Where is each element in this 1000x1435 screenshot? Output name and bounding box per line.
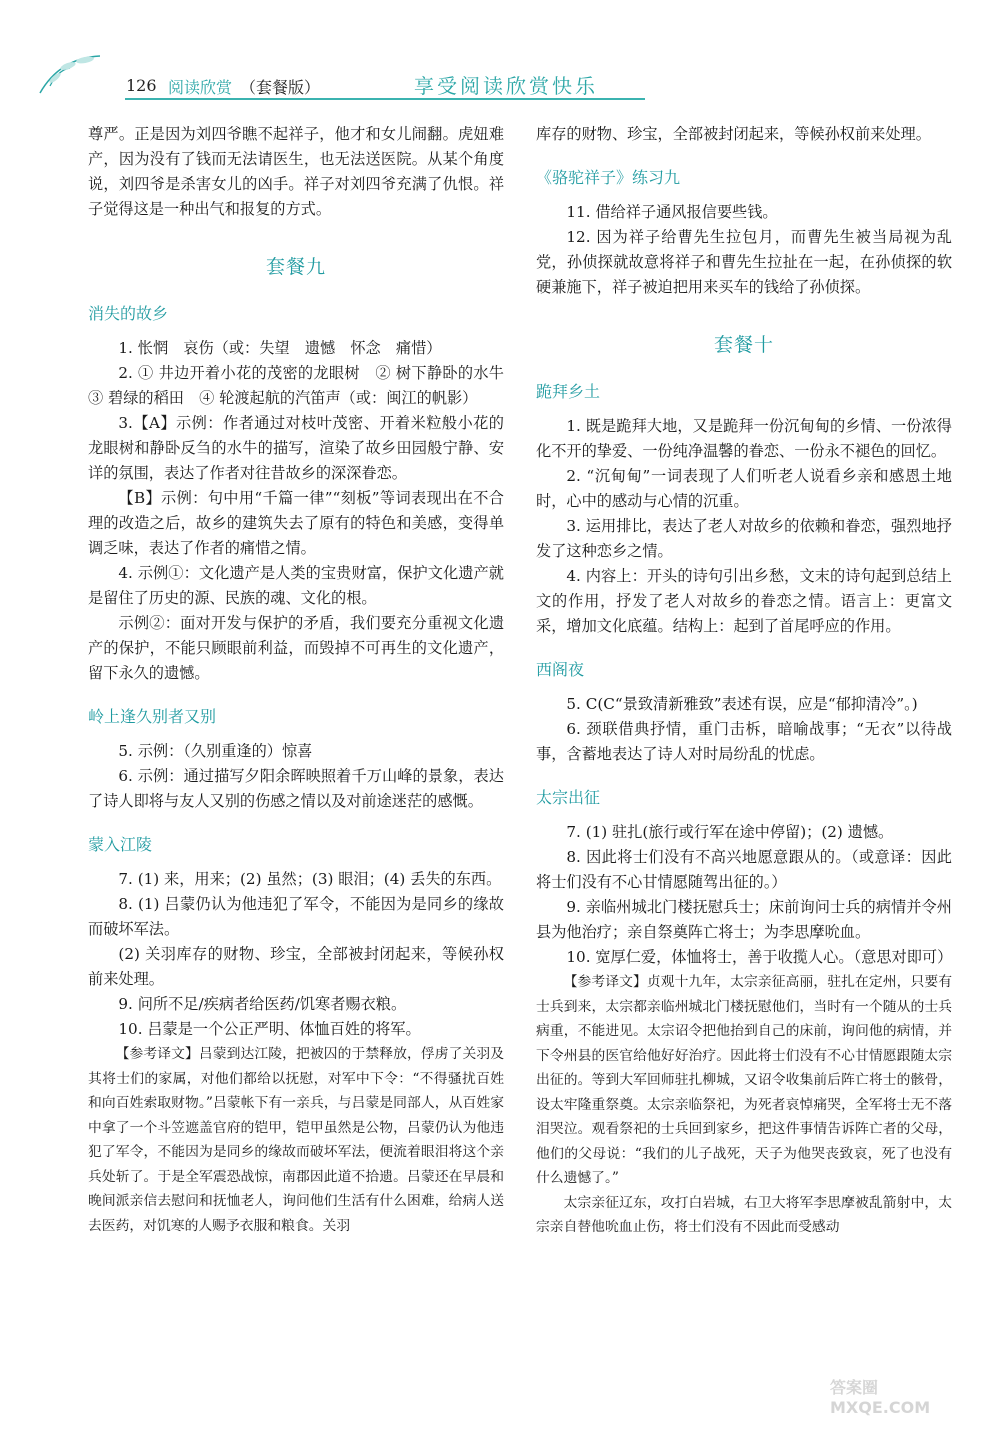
answer-item: 2. ① 井边开着小花的茂密的龙眼树 ② 树下静卧的水牛 ③ 碧绿的稻田 ④ 轮渡起航的汽笛声（或：闽江的帆影）: [88, 364, 520, 407]
section-title: 消失的故乡: [88, 304, 169, 323]
page-number: 126: [126, 76, 157, 95]
paragraph: 库存的财物、珍宝，全部被封闭起来，等候孙权前来处理。: [536, 125, 931, 143]
answer-item: 1. 既是跪拜大地，又是跪拜一份沉甸甸的乡情、一份浓得化不开的挚爱、一份纯净温馨的眷恋、一份永不褪色的回忆。: [536, 417, 952, 460]
answer-item: 4. 内容上：开头的诗句引出乡愁，文末的诗句起到总结上文的作用，抒发了老人对故乡的眷恋之情。语言上：更富文采，增加文化底蕴。结构上：起到了首尾呼应的作用。: [536, 567, 952, 635]
package-heading: 套餐九: [265, 256, 326, 278]
answer-item: 11. 借给祥子通风报信要些钱。: [566, 203, 778, 221]
section-title: 岭上逢久别者又别: [88, 707, 217, 726]
answer-item: 6. 颈联借典抒情，重门击柝，暗喻战事；“无衣”以待战事，含蓄地表达了诗人对时局纷乱的忧虑。: [536, 720, 952, 763]
section-title: 西阁夜: [536, 660, 585, 679]
page-header: [30, 48, 620, 103]
answer-item: 1. 怅惘 哀伤（或：失望 遗憾 怀念 痛惜）: [118, 339, 442, 357]
answer-item: 【B】示例：句中用“千篇一律”“刻板”等词表现出在不合理的改造之后，故乡的建筑失去了原有的特色和美感，变得单调乏味，表达了作者的痛惜之情。: [88, 489, 504, 557]
answer-item: 7. (1) 驻扎(旅行或行军在途中停留)；(2) 遗憾。: [566, 823, 894, 841]
answer-item: 9. 问所不足/疾病者给医药/饥寒者赐衣粮。: [118, 995, 407, 1013]
answer-item: 示例②：面对开发与保护的矛盾，我们要充分重视文化遗产的保护，不能只顾眼前利益，而毁掉不可再生的文化遗产，留下永久的遗憾。: [88, 614, 504, 682]
answer-item: 8. 因此将士们没有不高兴地愿意跟从的。（或意译：因此将士们没有不心甘情愿随驾出征的。）: [536, 848, 952, 891]
leaf-decoration-icon: [30, 48, 120, 103]
package-heading: 套餐十: [713, 334, 774, 356]
reference-translation: 太宗亲征辽东，攻打白岩城，右卫大将军李思摩被乱箭射中，太宗亲自替他吮血止伤，将士们没有不因此而受感动: [536, 1194, 952, 1235]
paragraph: 尊严。正是因为刘四爷瞧不起祥子，他才和女儿闹翻。虎妞难产，因为没有了钱而无法请医生，也无法送医院。从某个角度说，刘四爷是杀害女儿的凶手。祥子对刘四爷充满了仇恨。祥子觉得这是一种出气和报复的方式。: [88, 125, 504, 218]
header-divider: [125, 98, 645, 100]
header-decoration: 享受阅读欣赏快乐: [414, 74, 598, 98]
section-title: 《骆驼祥子》练习九: [536, 168, 681, 187]
brand-title: 阅读欣赏: [168, 78, 233, 97]
answer-item: 8. (1) 吕蒙仍认为他违犯了军令，不能因为是同乡的缘故而破坏军法。: [88, 895, 504, 938]
answer-item: 2. “沉甸甸”一词表现了人们听老人说看乡亲和感恩土地时，心中的感动与心情的沉重。: [536, 467, 952, 510]
answer-item: 5. 示例：（久别重逢的）惊喜: [118, 742, 313, 760]
watermark-text: 答案圈 MXQE.COM: [830, 1378, 931, 1417]
reference-translation: 【参考译文】贞观十九年，太宗亲征高丽，驻扎在定州，只要有士兵到来，太宗都亲临州城北门楼抚慰他们，当时有一个随从的士兵病重，不能进见。太宗诏令把他抬到自己的床前，询问他的病情，并下令州县的医官给他好好治疗。因此将士们没有不心甘情愿跟随太宗出征的。等到大军回师驻扎柳城，又诏令收集前后阵亡将士的骸骨，设太牢隆重祭奠。太宗亲临祭祀，为死者哀悼痛哭，全军将士无不落泪哭泣。观看祭祀的士兵回到家乡，把这件事情告诉阵亡者的父母，他们的父母说：“我们的儿子战死，天子为他哭丧致哀，死了也没有什么遗憾了。”: [536, 974, 952, 1186]
answer-item: 4. 示例①：文化遗产是人类的宝贵财富，保护文化遗产就是留住了历史的源、民族的魂、文化的根。: [88, 564, 504, 607]
edition-label: （套餐版）: [240, 78, 321, 97]
answer-item: 7. (1) 来，用来；(2) 虽然；(3) 眼泪；(4) 丢失的东西。: [118, 870, 502, 888]
answer-item: 3. 运用排比，表达了老人对故乡的依赖和眷恋，强烈地抒发了这种恋乡之情。: [536, 517, 952, 560]
left-column: [88, 122, 520, 1238]
answer-item: (2) 关羽库存的财物、珍宝，全部被封闭起来，等候孙权前来处理。: [88, 945, 504, 988]
answer-item: 5. C(C“景致清新雅致”表述有误，应是“郁抑清冷”。): [566, 695, 918, 713]
answer-item: 10. 宽厚仁爱，体恤将士，善于收揽人心。（意思对即可）: [566, 948, 953, 966]
answer-item: 12. 因为祥子给曹先生拉包月，而曹先生被当局视为乱党，孙侦探就故意将祥子和曹先生拉扯在一起，在孙侦探的软硬兼施下，祥子被迫把用来买车的钱给了孙侦探。: [536, 228, 952, 296]
watermark-logo: [830, 1375, 970, 1425]
section-title: 太宗出征: [536, 788, 601, 807]
answer-item: 10. 吕蒙是一个公正严明、体恤百姓的将军。: [118, 1020, 421, 1038]
right-column: [536, 122, 952, 1240]
reference-translation: 【参考译文】吕蒙到达江陵，把被囚的于禁释放，俘虏了关羽及其将士们的家属，对他们都给以抚慰，对军中下令：“不得骚扰百姓和向百姓索取财物。”吕蒙帐下有一亲兵，与吕蒙是同部人，从百姓家中拿了一个斗笠遮盖官府的铠甲，铠甲虽然是公物，吕蒙仍认为他违犯了军令，不能因为是同乡的缘故而破坏军法，便流着眼泪将这个亲兵处斩了。于是全军震恐战惊，南郡因此道不拾遗。吕蒙还在早晨和晚间派亲信去慰问和抚恤老人，询问他们生活有什么困难，给病人送去医药，对饥寒的人赐予衣服和粮食。关羽: [88, 1046, 504, 1234]
answer-item: 3.【A】示例：作者通过对枝叶茂密、开着米粒般小花的龙眼树和静卧反刍的水牛的描写，渲染了故乡田园般宁静、安详的氛围，表达了作者对往昔故乡的深深眷恋。: [88, 414, 504, 482]
answer-item: 9. 亲临州城北门楼抚慰兵士；床前询问士兵的病情并令州县为他治疗；亲自祭奠阵亡将士；为李思摩吮血。: [536, 898, 952, 941]
answer-item: 6. 示例：通过描写夕阳余晖映照着千万山峰的景象，表达了诗人即将与友人又别的伤感之情以及对前途迷茫的感慨。: [88, 767, 504, 810]
section-title: 跪拜乡土: [536, 382, 601, 401]
section-title: 蒙入江陵: [88, 835, 153, 854]
